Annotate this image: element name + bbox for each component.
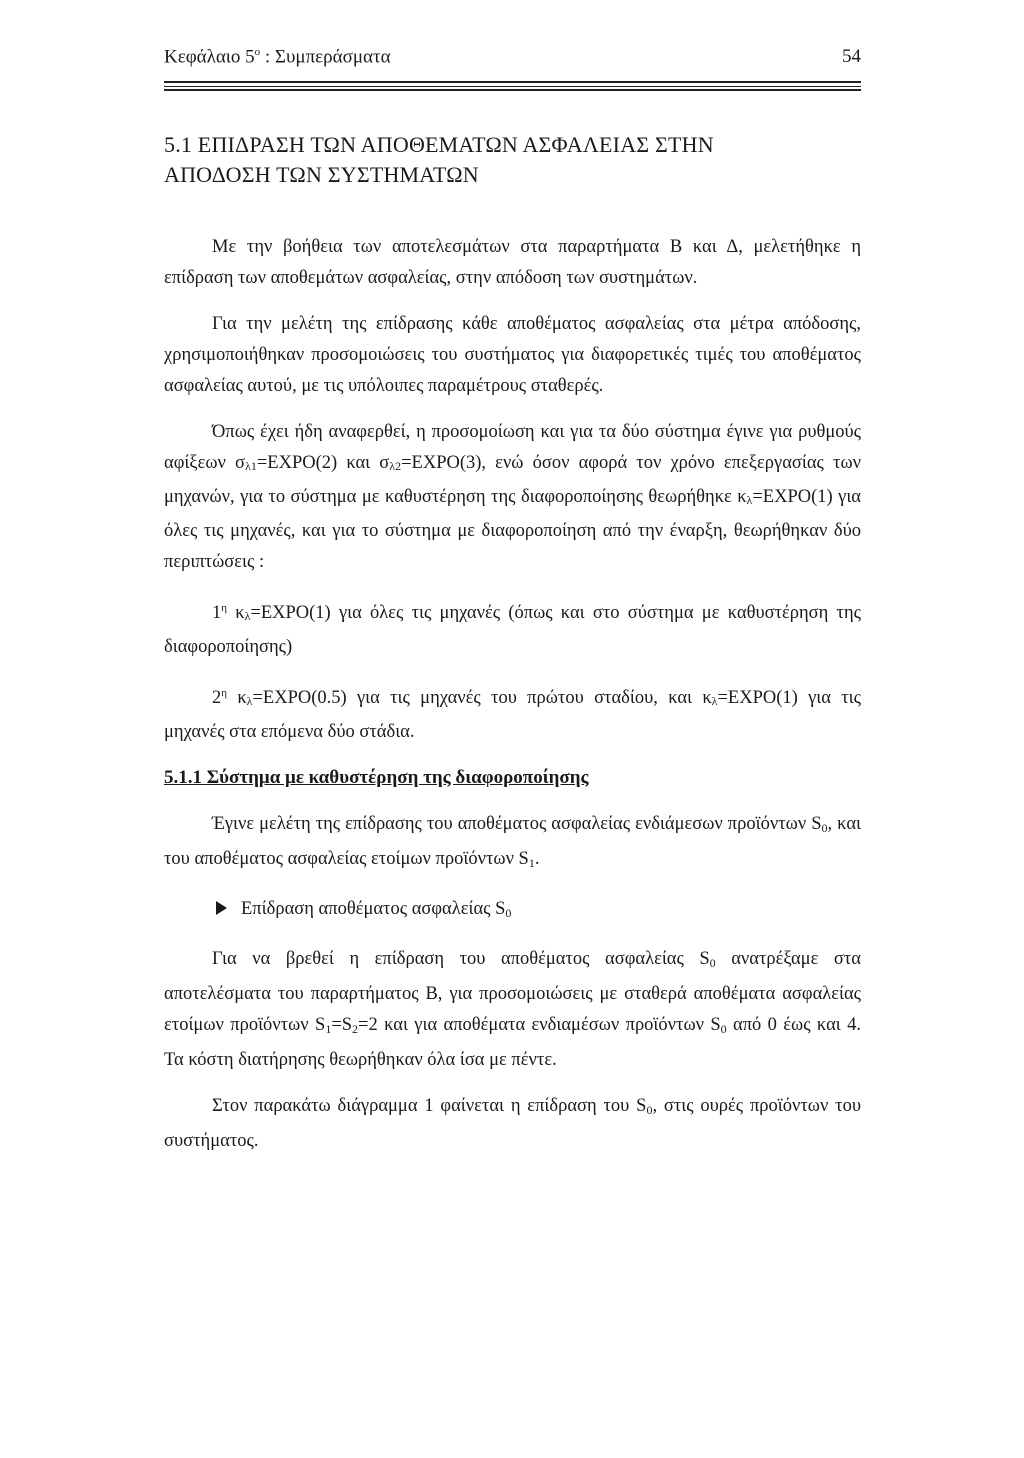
page-content [164, 130, 861, 1172]
bullet-text: Επίδραση αποθέματος ασφαλείας S0 [241, 899, 512, 920]
chapter-suffix: : Συμπεράσματα [260, 46, 391, 68]
section-title-line-1: 5.1 ΕΠΙΔΡΑΣΗ ΤΩΝ ΑΠΟΘΕΜΑΤΩΝ ΑΣΦΑΛΕΙΑΣ ΣΤΗΝ [164, 132, 714, 157]
subsection-title: Σύστημα με καθυστέρηση της διαφοροποίησης [202, 767, 589, 788]
header-rule-top [164, 81, 861, 83]
paragraph-case-2: $2^\eta$ κλ=EXPO(0.5) για τις μηχανές του πρώτου σταδίου, και κλ=EXPO(1) για τις μηχανές στα επόμενα δύο στάδια. [164, 687, 861, 742]
paragraph-case-1: $1^\eta$ κλ=EXPO(1) για όλες τις μηχανές (όπως και στο σύστημα με καθυστέρηση της διαφοροποίησης) [164, 602, 861, 657]
header-rule-bottom [164, 89, 861, 91]
header-rule-middle [164, 86, 861, 87]
paragraph-simulation: Όπως έχει ήδη αναφερθεί, η προσομοίωση και για τα δύο σύστημα έγινε για ρυθμούς αφίξεων σλ1=EXPO(2) και σλ2=EXPO(3), ενώ όσον αφορά τον χρόνο επεξεργασίας των μηχανών, για το σύστημα με καθυστέρηση της διαφοροποίησης θεωρήθηκε κλ=EXPO(1) για όλες τις μηχανές, και για το σύστημα με διαφοροποίηση από την έναρξη, θεωρήθηκαν δύο περιπτώσεις : [164, 422, 861, 572]
bullet-item [216, 894, 861, 928]
page-number: 54 [842, 46, 861, 68]
paragraph-s0-effect: Για να βρεθεί η επίδραση του αποθέματος ασφαλείας S0 ανατρέξαμε στα αποτελέσματα του παραρτήματος Β, για προσομοιώσεις με σταθερά αποθέματα ασφαλείας ετοίμων προϊόντων S1=S2=2 και για αποθέματα ενδιαμέσων προϊόντων S0 από 0 έως και 4. Τα κόστη διατήρησης θεωρήθηκαν όλα ίσα με πέντε. [164, 949, 861, 1070]
subsection-number: 5.1.1 [164, 767, 202, 788]
paragraph-diagram-ref: Στον παρακάτω διάγραμμα 1 φαίνεται η επίδραση του S0, στις ουρές προϊόντων του συστήματος. [164, 1096, 861, 1151]
page-header [164, 46, 861, 68]
paragraph-intro: Με την βοήθεια των αποτελεσμάτων στα παραρτήματα Β και Δ, μελετήθηκε η επίδραση των αποθεμάτων ασφαλείας, στην απόδοση των συστημάτων. [164, 237, 861, 288]
paragraph-safety-stock: Έγινε μελέτη της επίδρασης του αποθέματος ασφαλείας ενδιάμεσων προϊόντων S0, και του αποθέματος ασφαλείας ετοίμων προϊόντων S1. [164, 814, 861, 870]
section-title-line-2: ΑΠΟΔΟΣΗ ΤΩΝ ΣΥΣΤΗΜΑΤΩΝ [164, 162, 479, 187]
paragraph-method: Για την μελέτη της επίδρασης κάθε αποθέματος ασφαλείας στα μέτρα απόδοσης, χρησιμοποιήθηκαν προσομοιώσεις του συστήματος για διαφορετικές τιμές του αποθέματος ασφαλείας αυτού, με τις υπόλοιπες παραμέτρους σταθερές. [164, 314, 861, 396]
chapter-label [164, 46, 391, 68]
document-page [164, 0, 861, 1458]
section-title [164, 130, 861, 190]
chapter-superscript: ο [254, 46, 261, 58]
arrow-bullet-icon [216, 901, 227, 915]
subsection-heading [164, 763, 861, 793]
chapter-prefix: Κεφάλαιο 5 [164, 46, 255, 68]
